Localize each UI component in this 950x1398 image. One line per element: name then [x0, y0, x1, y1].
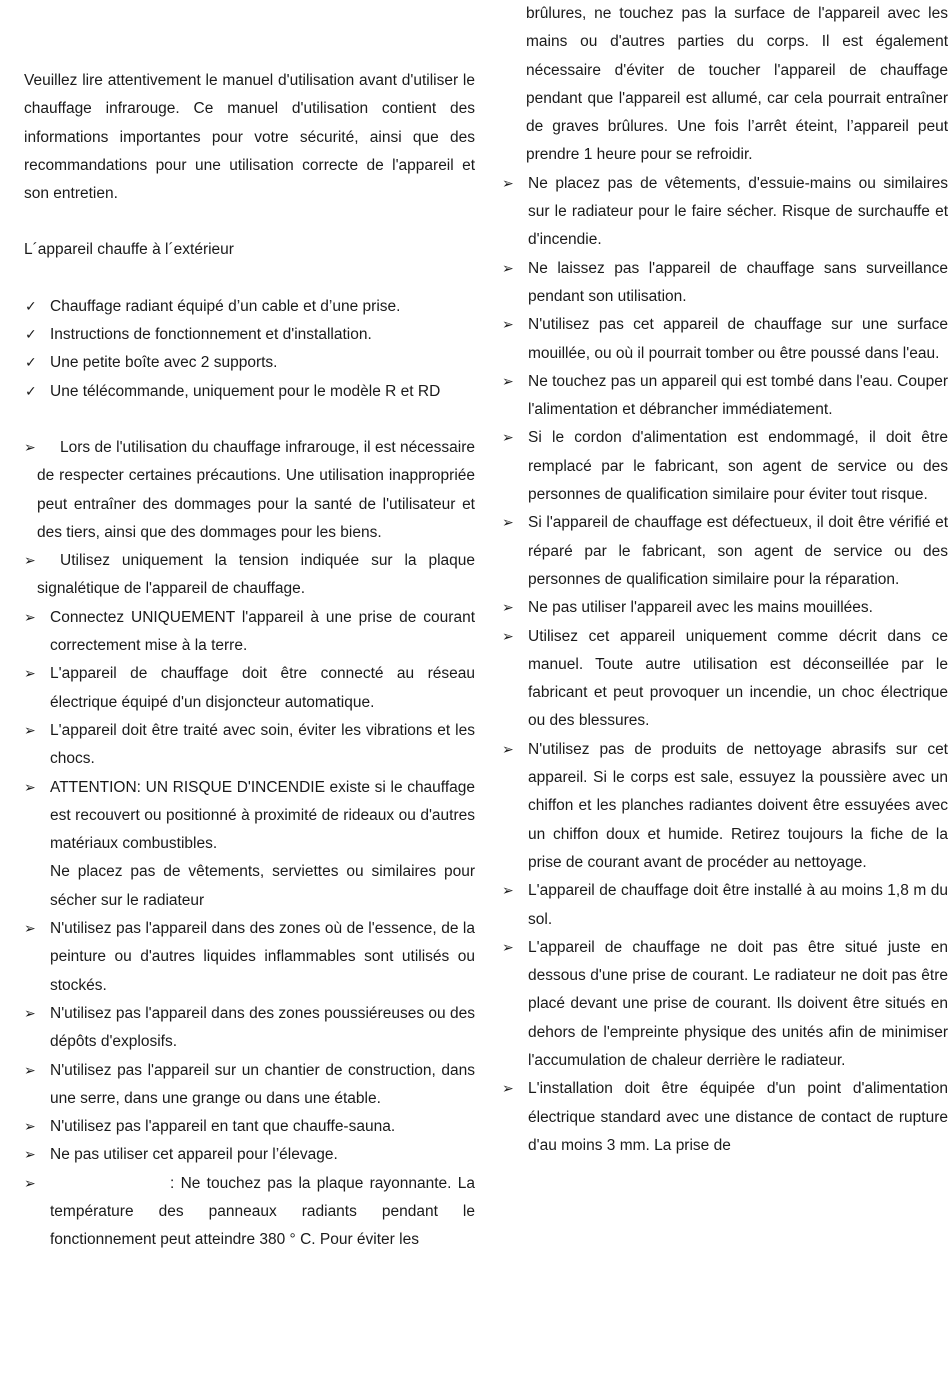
contents-item: ✓ Chauffage radiant équipé d’un cable et d’une prise.	[24, 293, 475, 321]
warning-item: ➢ L'appareil de chauffage doit être connecté au réseau électrique équipé d'un disjoncteur automatique.	[24, 660, 475, 717]
warning-text-extra: Ne placez pas de vêtements, serviettes ou similaires pour sécher sur le radiateur	[50, 863, 475, 909]
warning-text: : Ne touchez pas la plaque rayonnante. La température des panneaux radiants pendant le fonctionnement peut atteindre 380 ° C. Pour éviter les	[50, 1174, 475, 1249]
warning-item: ➢ Ne pas utiliser l'appareil avec les mains mouillées.	[502, 594, 948, 622]
section-heading: L´appareil chauffe à l´extérieur	[24, 241, 234, 259]
warning-item: ➢ Ne placez pas de vêtements, d'essuie-mains ou similaires sur le radiateur pour le faire sécher. Risque de surchauffe et d'incendie.	[502, 170, 948, 255]
intro-paragraph: Veuillez lire attentivement le manuel d'utilisation avant d'utiliser le chauffage infrarouge. Ce manuel d'utilisation contient des informations importantes pour votre sécurité, ainsi que des recommandations pour une utilisation correcte de l'appareil et son entretien.	[24, 72, 475, 203]
warning-item: ➢ Utilisez cet appareil uniquement comme décrit dans ce manuel. Toute autre utilisation est déconseillée par le fabricant et peut provoquer un incendie, un choc électrique ou des blessures.	[502, 623, 948, 736]
contents-item: ✓ Une télécommande, uniquement pour le modèle R et RD	[24, 378, 475, 406]
warning-item: ➢ Connectez UNIQUEMENT l'appareil à une prise de courant correctement mise à la terre.	[24, 604, 475, 661]
warning-item: ➢ Si l'appareil de chauffage est défectueux, il doit être vérifié et réparé par le fabricant, son agent de service ou des personnes de qualification similaire pour la réparation.	[502, 509, 948, 594]
warning-text: ATTENTION: UN RISQUE D'INCENDIE existe si le chauffage est recouvert ou positionné à proximité de rideaux ou d'autres matériaux combustibles.	[50, 778, 475, 853]
safety-warnings-list-continued	[502, 170, 948, 1160]
warning-item-caution	[24, 1170, 475, 1255]
warning-item: ➢ Ne laissez pas l'appareil de chauffage sans surveillance pendant son utilisation.	[502, 255, 948, 312]
contents-item: ✓ Une petite boîte avec 2 supports.	[24, 349, 475, 377]
warning-item: ➢ L'appareil de chauffage doit être installé à au moins 1,8 m du sol.	[502, 877, 948, 934]
warning-item: ➢ Lors de l'utilisation du chauffage infrarouge, il est nécessaire de respecter certaines précautions. Une utilisation inappropriée peut entraîner des dommages pour la santé de l'utilisateur et des tiers, ainsi que des dommages pour les biens.	[24, 434, 475, 547]
warning-item: ➢ Utilisez uniquement la tension indiquée sur la plaque signalétique de l'appareil de chauffage.	[24, 547, 475, 604]
contents-list	[24, 293, 475, 406]
warning-item: ➢ L'installation doit être équipée d'un point d'alimentation électrique standard avec une distance de contact de rupture d'au moins 3 mm. La prise de	[502, 1075, 948, 1160]
warning-item-fire-risk	[24, 774, 475, 915]
safety-warnings-list	[24, 434, 475, 1255]
right-column	[502, 0, 948, 1160]
warning-item: ➢ Ne pas utiliser cet appareil pour l’élevage.	[24, 1141, 475, 1169]
warning-item: ➢ L'appareil doit être traité avec soin, éviter les vibrations et les chocs.	[24, 717, 475, 774]
warning-item: ➢ L'appareil de chauffage ne doit pas être situé juste en dessous d'une prise de courant. Le radiateur ne doit pas être placé devant une prise de courant. Ils doivent être situés en dehors de l'empreinte physique des unités afin de minimiser l'accumulation de chaleur derrière le radiateur.	[502, 934, 948, 1075]
warning-item: ➢ N'utilisez pas cet appareil de chauffage sur une surface mouillée, ou où il pourrait tomber ou être poussé dans l'eau.	[502, 311, 948, 368]
warning-item: ➢ N'utilisez pas l'appareil sur un chantier de construction, dans une serre, dans une grange ou dans une étable.	[24, 1057, 475, 1114]
warning-item: ➢ N'utilisez pas de produits de nettoyage abrasifs sur cet appareil. Si le corps est sale, essuyez la poussière avec un chiffon et les planches radiantes doivent être essuyées avec un chiffon doux et humide. Retirez toujours la fiche de la prise de courant avant de procéder au nettoyage.	[502, 736, 948, 877]
warning-item: ➢ N'utilisez pas l'appareil en tant que chauffe-sauna.	[24, 1113, 475, 1141]
contents-item: ✓ Instructions de fonctionnement et d'installation.	[24, 321, 475, 349]
continuation-paragraph: brûlures, ne touchez pas la surface de l'appareil avec les mains ou d'autres parties du corps. Il est également nécessaire d'éviter de toucher l'appareil de chauffage pendant que l'appareil est allumé, car cela pourrait entraîner de graves brûlures. Une fois l’arrêt éteint, l’appareil peut prendre 1 heure pour se refroidir.	[526, 5, 948, 164]
warning-item: ➢ N'utilisez pas l'appareil dans des zones poussiéreuses ou des dépôts d'explosifs.	[24, 1000, 475, 1057]
warning-item: ➢ N'utilisez pas l'appareil dans des zones où de l'essence, de la peinture ou d'autres liquides inflammables sont utilisés ou stockés.	[24, 915, 475, 1000]
warning-item: ➢ Ne touchez pas un appareil qui est tombé dans l'eau. Couper l'alimentation et débrancher immédiatement.	[502, 368, 948, 425]
warning-item: ➢ Si le cordon d'alimentation est endommagé, il doit être remplacé par le fabricant, son agent de service ou des personnes de qualification similaire pour éviter tout risque.	[502, 424, 948, 509]
left-column	[24, 0, 475, 1255]
